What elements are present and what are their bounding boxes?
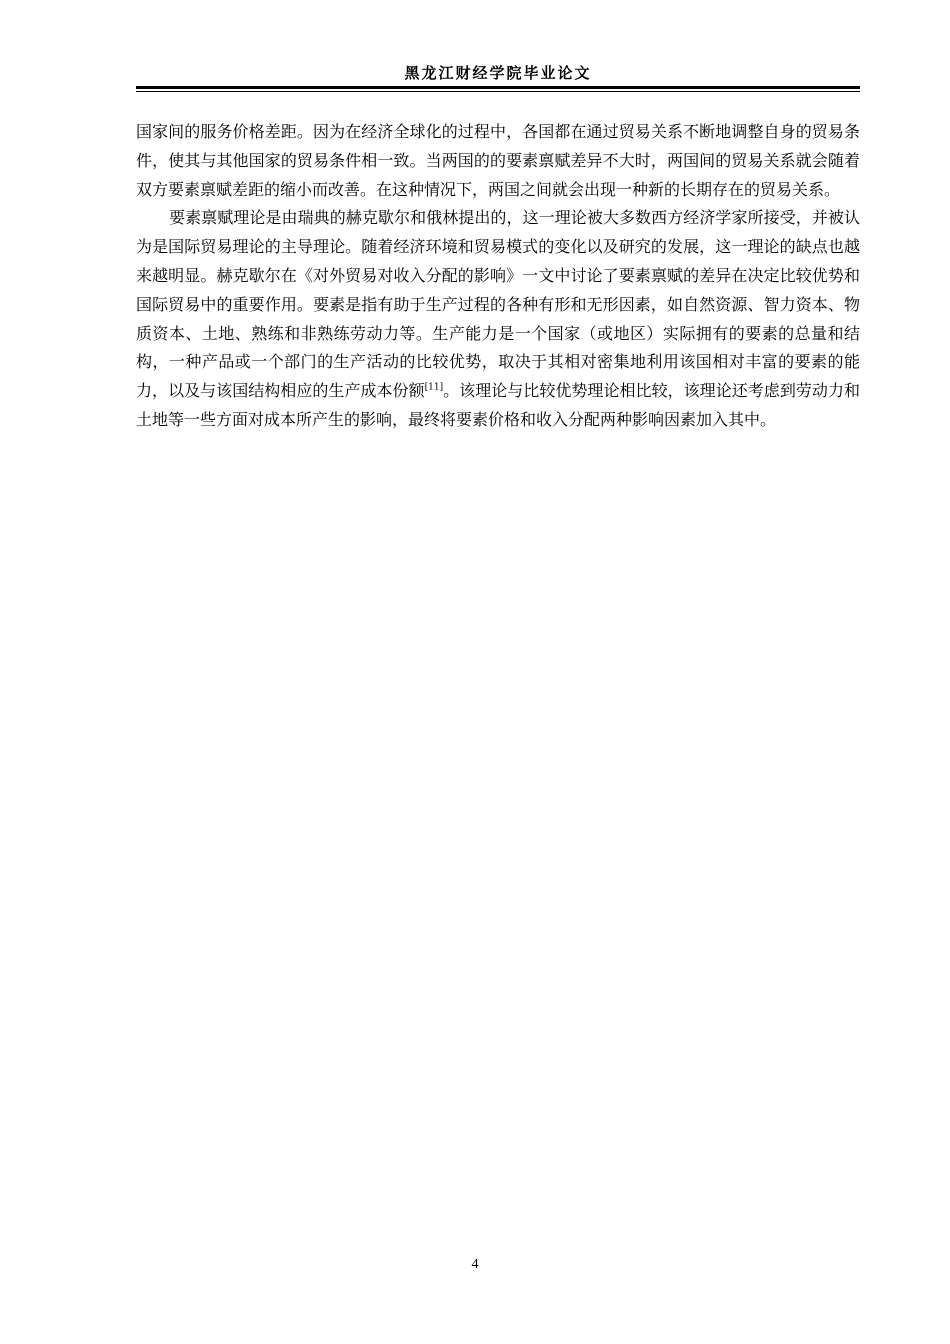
header-rule-thick bbox=[136, 86, 860, 89]
paragraph-2-text-end: 。该理论与比较优势理论相比较，该理论还考虑到劳动力和土地等一些方面对成本所产生的影响，最终将要素价格和收入分配两种影响因素加入其中。 bbox=[136, 381, 860, 429]
paragraph-2 bbox=[136, 204, 860, 434]
page-number: 4 bbox=[471, 1257, 479, 1272]
citation-reference: [11] bbox=[424, 382, 444, 393]
body-text bbox=[136, 118, 860, 435]
paragraph-2-text-start: 要素禀赋理论是由瑞典的赫克歇尔和俄林提出的，这一理论被大多数西方经济学家所接受，并被认为是国际贸易理论的主导理论。随着经济环境和贸易模式的变化以及研究的发展，这一理论的缺点也越来越明显。赫克歇尔在《对外贸易对收入分配的影响》一文中讨论了要素禀赋的差异在决定比较优势和国际贸易中的重要作用。要素是指有助于生产过程的各种有形和无形因素，如自然资源、智力资本、物质资本、土地、熟练和非熟练劳动力等。生产能力是一个国家（或地区）实际拥有的要素的总量和结构，一种产品或一个部门的生产活动的比较优势，取决于其相对密集地利用该国相对丰富的要素的能力，以及与该国结构相应的生产成本份额 bbox=[136, 208, 860, 401]
header-rule-thin bbox=[136, 91, 860, 92]
page-header-title: 黑龙江财经学院毕业论文 bbox=[404, 64, 592, 82]
paragraph-1: 国家间的服务价格差距。因为在经济全球化的过程中，各国都在通过贸易关系不断地调整自身的贸易条件，使其与其他国家的贸易条件相一致。当两国的的要素禀赋差异不大时，两国间的贸易关系就会随着双方要素禀赋差距的缩小而改善。在这种情况下，两国之间就会出现一种新的长期存在的贸易关系。 bbox=[136, 122, 860, 199]
